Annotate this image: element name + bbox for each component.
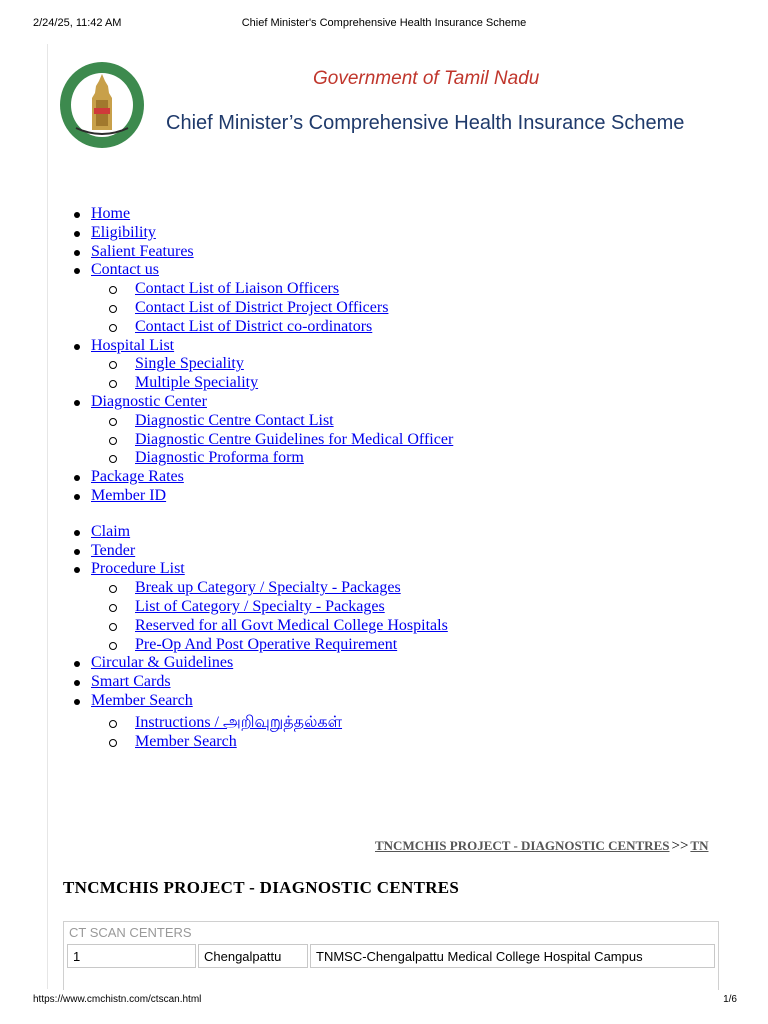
nav-link-smart-cards[interactable]: Smart Cards [91,673,171,691]
main-navigation [0,205,768,751]
nav-link-claim[interactable]: Claim [91,522,131,540]
nav-item-tender [0,542,768,561]
breadcrumb-separator: >> [671,838,689,854]
link-diagnostic-proforma[interactable]: Diagnostic Proforma form [135,449,304,467]
nav-link-salient-features[interactable]: Salient Features [91,242,194,260]
nav-item-member-id [0,487,768,506]
bullet-icon [74,268,80,274]
breadcrumb [375,838,732,855]
submenu-item [135,355,768,374]
bullet-icon [74,567,80,573]
circle-bullet-icon [109,720,117,728]
submenu-item [135,598,768,617]
nav-link-diagnostic-center[interactable]: Diagnostic Center [91,392,207,410]
link-instructions[interactable]: Instructions / அறிவுறுத்தல்கள் [135,713,343,731]
bullet-icon [74,699,80,705]
nav-item-hospital-list [0,337,768,393]
submenu-member-search [91,714,768,752]
submenu-hospital-list [91,355,768,393]
circle-bullet-icon [109,418,117,426]
nav-link-eligibility[interactable]: Eligibility [91,223,156,241]
circle-bullet-icon [109,623,117,631]
submenu-item [135,617,768,636]
menu-group-spacer [0,506,768,523]
nav-item-home [0,205,768,224]
print-header [0,17,768,31]
bullet-icon [74,549,80,555]
circle-bullet-icon [109,739,117,747]
nav-item-contact-us [0,261,768,336]
nav-menu-group-2 [0,523,768,752]
submenu-procedure-list [91,579,768,654]
bullet-icon [74,530,80,536]
link-district-project-officers[interactable]: Contact List of District Project Officers [135,298,389,316]
nav-link-package-rates[interactable]: Package Rates [91,468,184,486]
print-datetime: 2/24/25, 11:42 AM [33,17,122,29]
bullet-icon [74,250,80,256]
circle-bullet-icon [109,324,117,332]
nav-item-procedure-list [0,560,768,654]
submenu-item [135,449,768,468]
submenu-item [135,733,768,752]
bullet-icon [74,475,80,481]
nav-item-claim [0,523,768,542]
print-url: https://www.cmchistn.com/ctscan.html [33,994,202,1005]
circle-bullet-icon [109,604,117,612]
government-title: Government of Tamil Nadu [313,68,540,89]
cell-serial-number: 1 [67,944,196,968]
nav-item-circular-guidelines [0,654,768,673]
submenu-item [135,280,768,299]
submenu-diagnostic-center [91,412,768,468]
cell-centre-name: TNMSC-Chengalpattu Medical College Hospital Campus [310,944,715,968]
bullet-icon [74,212,80,218]
link-single-speciality[interactable]: Single Speciality [135,355,244,373]
circle-bullet-icon [109,642,117,650]
circle-bullet-icon [109,380,117,388]
submenu-item [135,299,768,318]
submenu-item [135,431,768,450]
nav-link-home[interactable]: Home [91,205,131,222]
nav-link-procedure-list[interactable]: Procedure List [91,560,185,578]
link-district-coordinators[interactable]: Contact List of District co-ordinators [135,317,373,335]
circle-bullet-icon [109,305,117,313]
link-liaison-officers[interactable]: Contact List of Liaison Officers [135,280,340,298]
nav-item-member-search [0,692,768,751]
nav-item-diagnostic-center [0,393,768,468]
bullet-icon [74,661,80,667]
nav-item-eligibility [0,224,768,243]
submenu-item [135,412,768,431]
bullet-icon [74,680,80,686]
bullet-icon [74,231,80,237]
page-title: TNCMCHIS PROJECT - DIAGNOSTIC CENTRES [63,878,460,897]
submenu-item [135,318,768,337]
cell-district: Chengalpattu [198,944,308,968]
ct-scan-centers-table [63,921,719,990]
circle-bullet-icon [109,437,117,445]
link-preop-postop[interactable]: Pre-Op And Post Operative Requirement [135,635,398,653]
submenu-contact-us [91,280,768,336]
link-breakup-category[interactable]: Break up Category / Specialty - Packages [135,579,401,597]
submenu-item [135,374,768,393]
circle-bullet-icon [109,455,117,463]
breadcrumb-link-diagnostic-centres[interactable]: TNCMCHIS PROJECT - DIAGNOSTIC CENTRES [375,838,670,853]
submenu-item [135,636,768,655]
nav-link-tender[interactable]: Tender [91,541,136,559]
nav-link-contact-us[interactable]: Contact us [91,261,159,279]
bullet-icon [74,344,80,350]
nav-link-hospital-list[interactable]: Hospital List [91,336,175,354]
nav-link-circular-guidelines[interactable]: Circular & Guidelines [91,654,234,672]
nav-menu-group-1 [0,205,768,506]
nav-link-member-search[interactable]: Member Search [91,691,193,709]
print-footer [0,994,768,1008]
link-diagnostic-contact-list[interactable]: Diagnostic Centre Contact List [135,411,334,429]
link-diagnostic-guidelines[interactable]: Diagnostic Centre Guidelines for Medical Officer [135,430,454,448]
scheme-title: Chief Minister’s Comprehensive Health Insurance Scheme [166,112,685,134]
nav-item-package-rates [0,468,768,487]
nav-item-smart-cards [0,673,768,692]
submenu-item [135,714,768,733]
circle-bullet-icon [109,585,117,593]
print-page-title: Chief Minister's Comprehensive Health Insurance Scheme [241,17,527,29]
bullet-icon [74,400,80,406]
breadcrumb-current[interactable]: TN [690,838,709,853]
submenu-item [135,579,768,598]
link-member-search[interactable]: Member Search [135,732,237,750]
table-row [64,944,718,970]
link-reserved-govt-hospitals[interactable]: Reserved for all Govt Medical College Hospitals [135,616,448,634]
page-number: 1/6 [723,994,737,1005]
circle-bullet-icon [109,286,117,294]
nav-item-salient-features [0,243,768,262]
table-caption: CT SCAN CENTERS [69,925,192,940]
circle-bullet-icon [109,361,117,369]
nav-link-member-id[interactable]: Member ID [91,486,167,504]
bullet-icon [74,494,80,500]
link-multiple-speciality[interactable]: Multiple Speciality [135,374,259,392]
link-list-category[interactable]: List of Category / Specialty - Packages [135,597,385,615]
tamil-nadu-emblem-icon [58,60,146,150]
